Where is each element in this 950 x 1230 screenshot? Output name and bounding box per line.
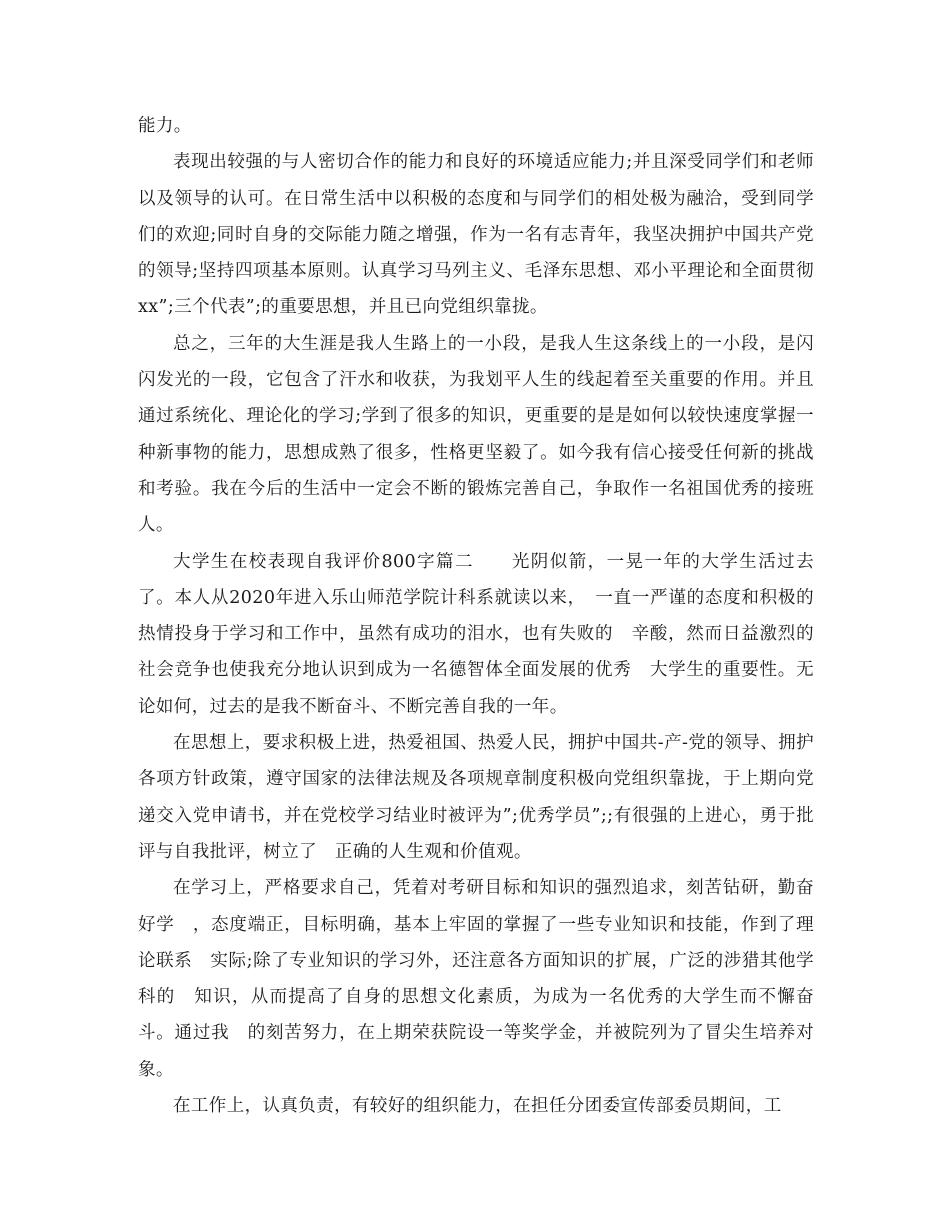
paragraph-work: 在工作上，认真负责，有较好的组织能力，在担任分团委宣传部委员期间，工: [173, 1096, 782, 1117]
paragraph-study: 在学习上，严格要求自己，凭着对考研目标和知识的强烈追求，刻苦钻研，勤奋好学 ，态度端正，目标明确，基本上牢固的掌握了一些专业知识和技能，作到了理论联系 实际;除了专业知识的学习外，还注意各方面知识的扩展，广泛的涉猎其他学科的 知识，从而提高了自身的思想文化素质，为成为一名优秀的大学生而不懈奋斗。通过我 的刻苦努力，在上期荣获院设一等奖学金，并被院列为了冒尖生培养对象。: [138, 878, 814, 1080]
document-page: [138, 108, 832, 1124]
paragraph-summary: 总之，三年的大生涯是我人生路上的一小段，是我人生这条线上的一小段，是闪闪发光的一段，它包含了汗水和收获，为我划平人生的线起着至关重要的作用。并且通过系统化、理论化的学习;学到了很多的知识，更重要的是是如何以较快速度掌握一种新事物的能力，思想成熟了很多，性格更坚毅了。如今我有信心接受任何新的挑战和考验。我在今后的生活中一定会不断的锻炼完善自己，争取作一名祖国优秀的接班人。: [138, 333, 814, 536]
paragraph-ideology: 在思想上，要求积极上进，热爱祖国、热爱人民，拥护中国共-产-党的领导、拥护 各项方针政策，遵守国家的法律法规及各项规章制度积极向党组织靠拢，于上期向党递交入党申请书，并在党校学习结业时被评为”;优秀学员”;;有很强的上进心，勇于批评与自我批评，树立了 正确的人生观和价值观。: [138, 733, 832, 862]
paragraph-adaptability: 表现出较强的与人密切合作的能力和良好的环境适应能力;并且深受同学们和老师以及领导的认可。在日常生活中以积极的态度和与同学们的相处极为融洽，受到同学们的欢迎;同时自身的交际能力随之增强，作为一名有志青年，我坚决拥护中国共产党的领导;坚持四项基本原则。认真学习马列主义、毛泽东思想、邓小平理论和全面贯彻xx”;三个代表”;的重要思想，并且已向党组织靠拢。: [138, 152, 814, 318]
paragraph-section-two: 大学生在校表现自我评价800字篇二 光阴似箭，一晃一年的大学生活过去了。本人从2020年进入乐山师范学院计科系就读以来， 一直一严谨的态度和积极的热情投身于学习和工作中，虽然有成功的泪水，也有失败的 辛酸，然而日益激烈的社会竞争也使我充分地认识到成为一名德智体全面发展的优秀 大学生的重要性。无论如何，过去的是我不断奋斗、不断完善自我的一年。: [138, 551, 814, 717]
paragraph-continuation: 能力。: [138, 116, 192, 136]
